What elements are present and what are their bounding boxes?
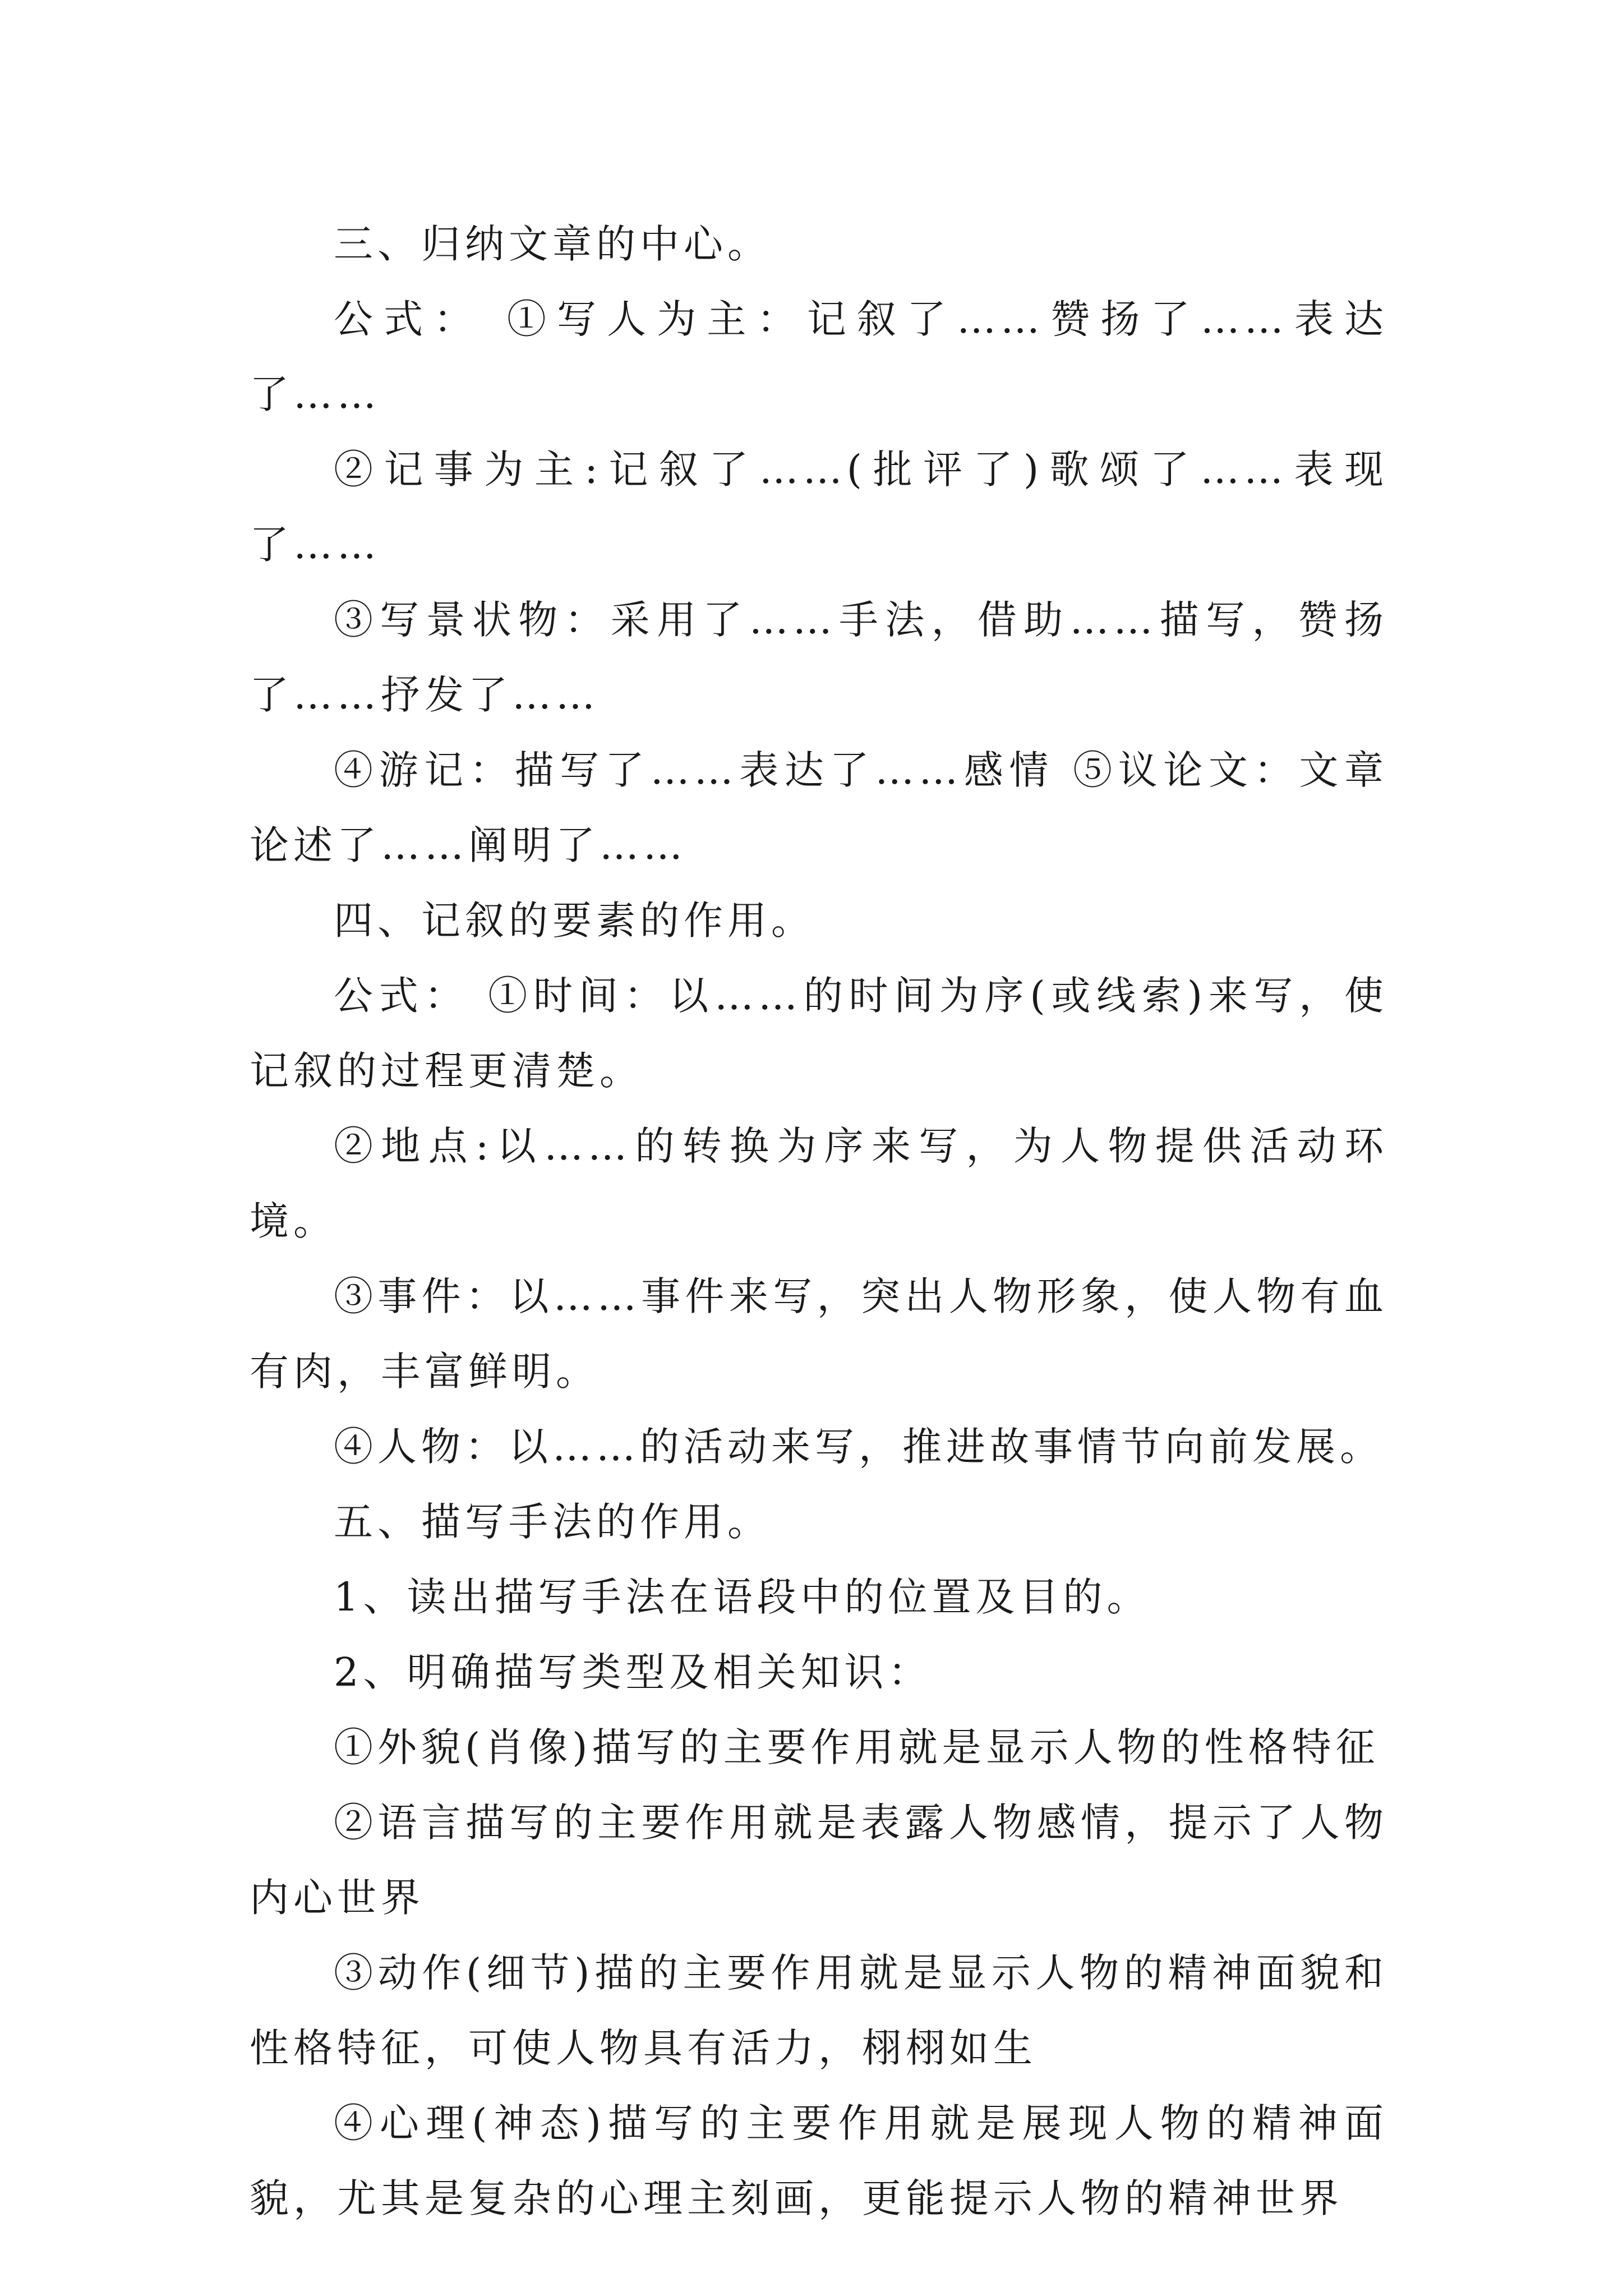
formula-line: 公式： ①写人为主：记叙了……赞扬了……表达了…… — [250, 296, 1388, 417]
section-heading-3: 三、归纳文章的中心。 — [334, 221, 771, 267]
formula-line: 公式： ①时间：以……的时间为序(或线索)来写，使记叙的过程更清楚。 — [250, 973, 1388, 1094]
document-body — [250, 206, 1388, 2236]
formula-item: ④人物：以……的活动来写，推进故事情节向前发展。 — [334, 1424, 1384, 1470]
section-heading-5: 五、描写手法的作用。 — [334, 1499, 771, 1545]
numbered-item: 1、读出描写手法在语段中的位置及目的。 — [334, 1574, 1151, 1620]
formula-item: ②记事为主:记叙了……(批评了)歌颂了……表现了…… — [250, 447, 1388, 568]
formula-item: ③写景状物：采用了……手法，借助……描写，赞扬了……抒发了…… — [250, 597, 1388, 718]
description-item: ②语言描写的主要作用就是表露人物感情，提示了人物内心世界 — [250, 1800, 1388, 1921]
description-item: ③动作(细节)描的主要作用就是显示人物的精神面貌和性格特征，可使人物具有活力，栩栩如生 — [250, 1950, 1388, 2071]
formula-item: ③事件：以……事件来写，突出人物形象，使人物有血有肉，丰富鲜明。 — [250, 1273, 1388, 1395]
description-item: ①外貌(肖像)描写的主要作用就是显示人物的性格特征 — [334, 1724, 1380, 1770]
formula-item: ④游记：描写了……表达了……感情 ⑤议论文：文章论述了……阐明了…… — [250, 747, 1388, 868]
numbered-item: 2、明确描写类型及相关知识： — [334, 1649, 932, 1695]
formula-item: ②地点:以……的转换为序来写，为人物提供活动环境。 — [250, 1123, 1388, 1244]
description-item: ④心理(神态)描写的主要作用就是展现人物的精神面貌，尤其是复杂的心理主刻画，更能提示人物的精神世界 — [250, 2100, 1388, 2221]
section-heading-4: 四、记叙的要素的作用。 — [334, 898, 815, 944]
